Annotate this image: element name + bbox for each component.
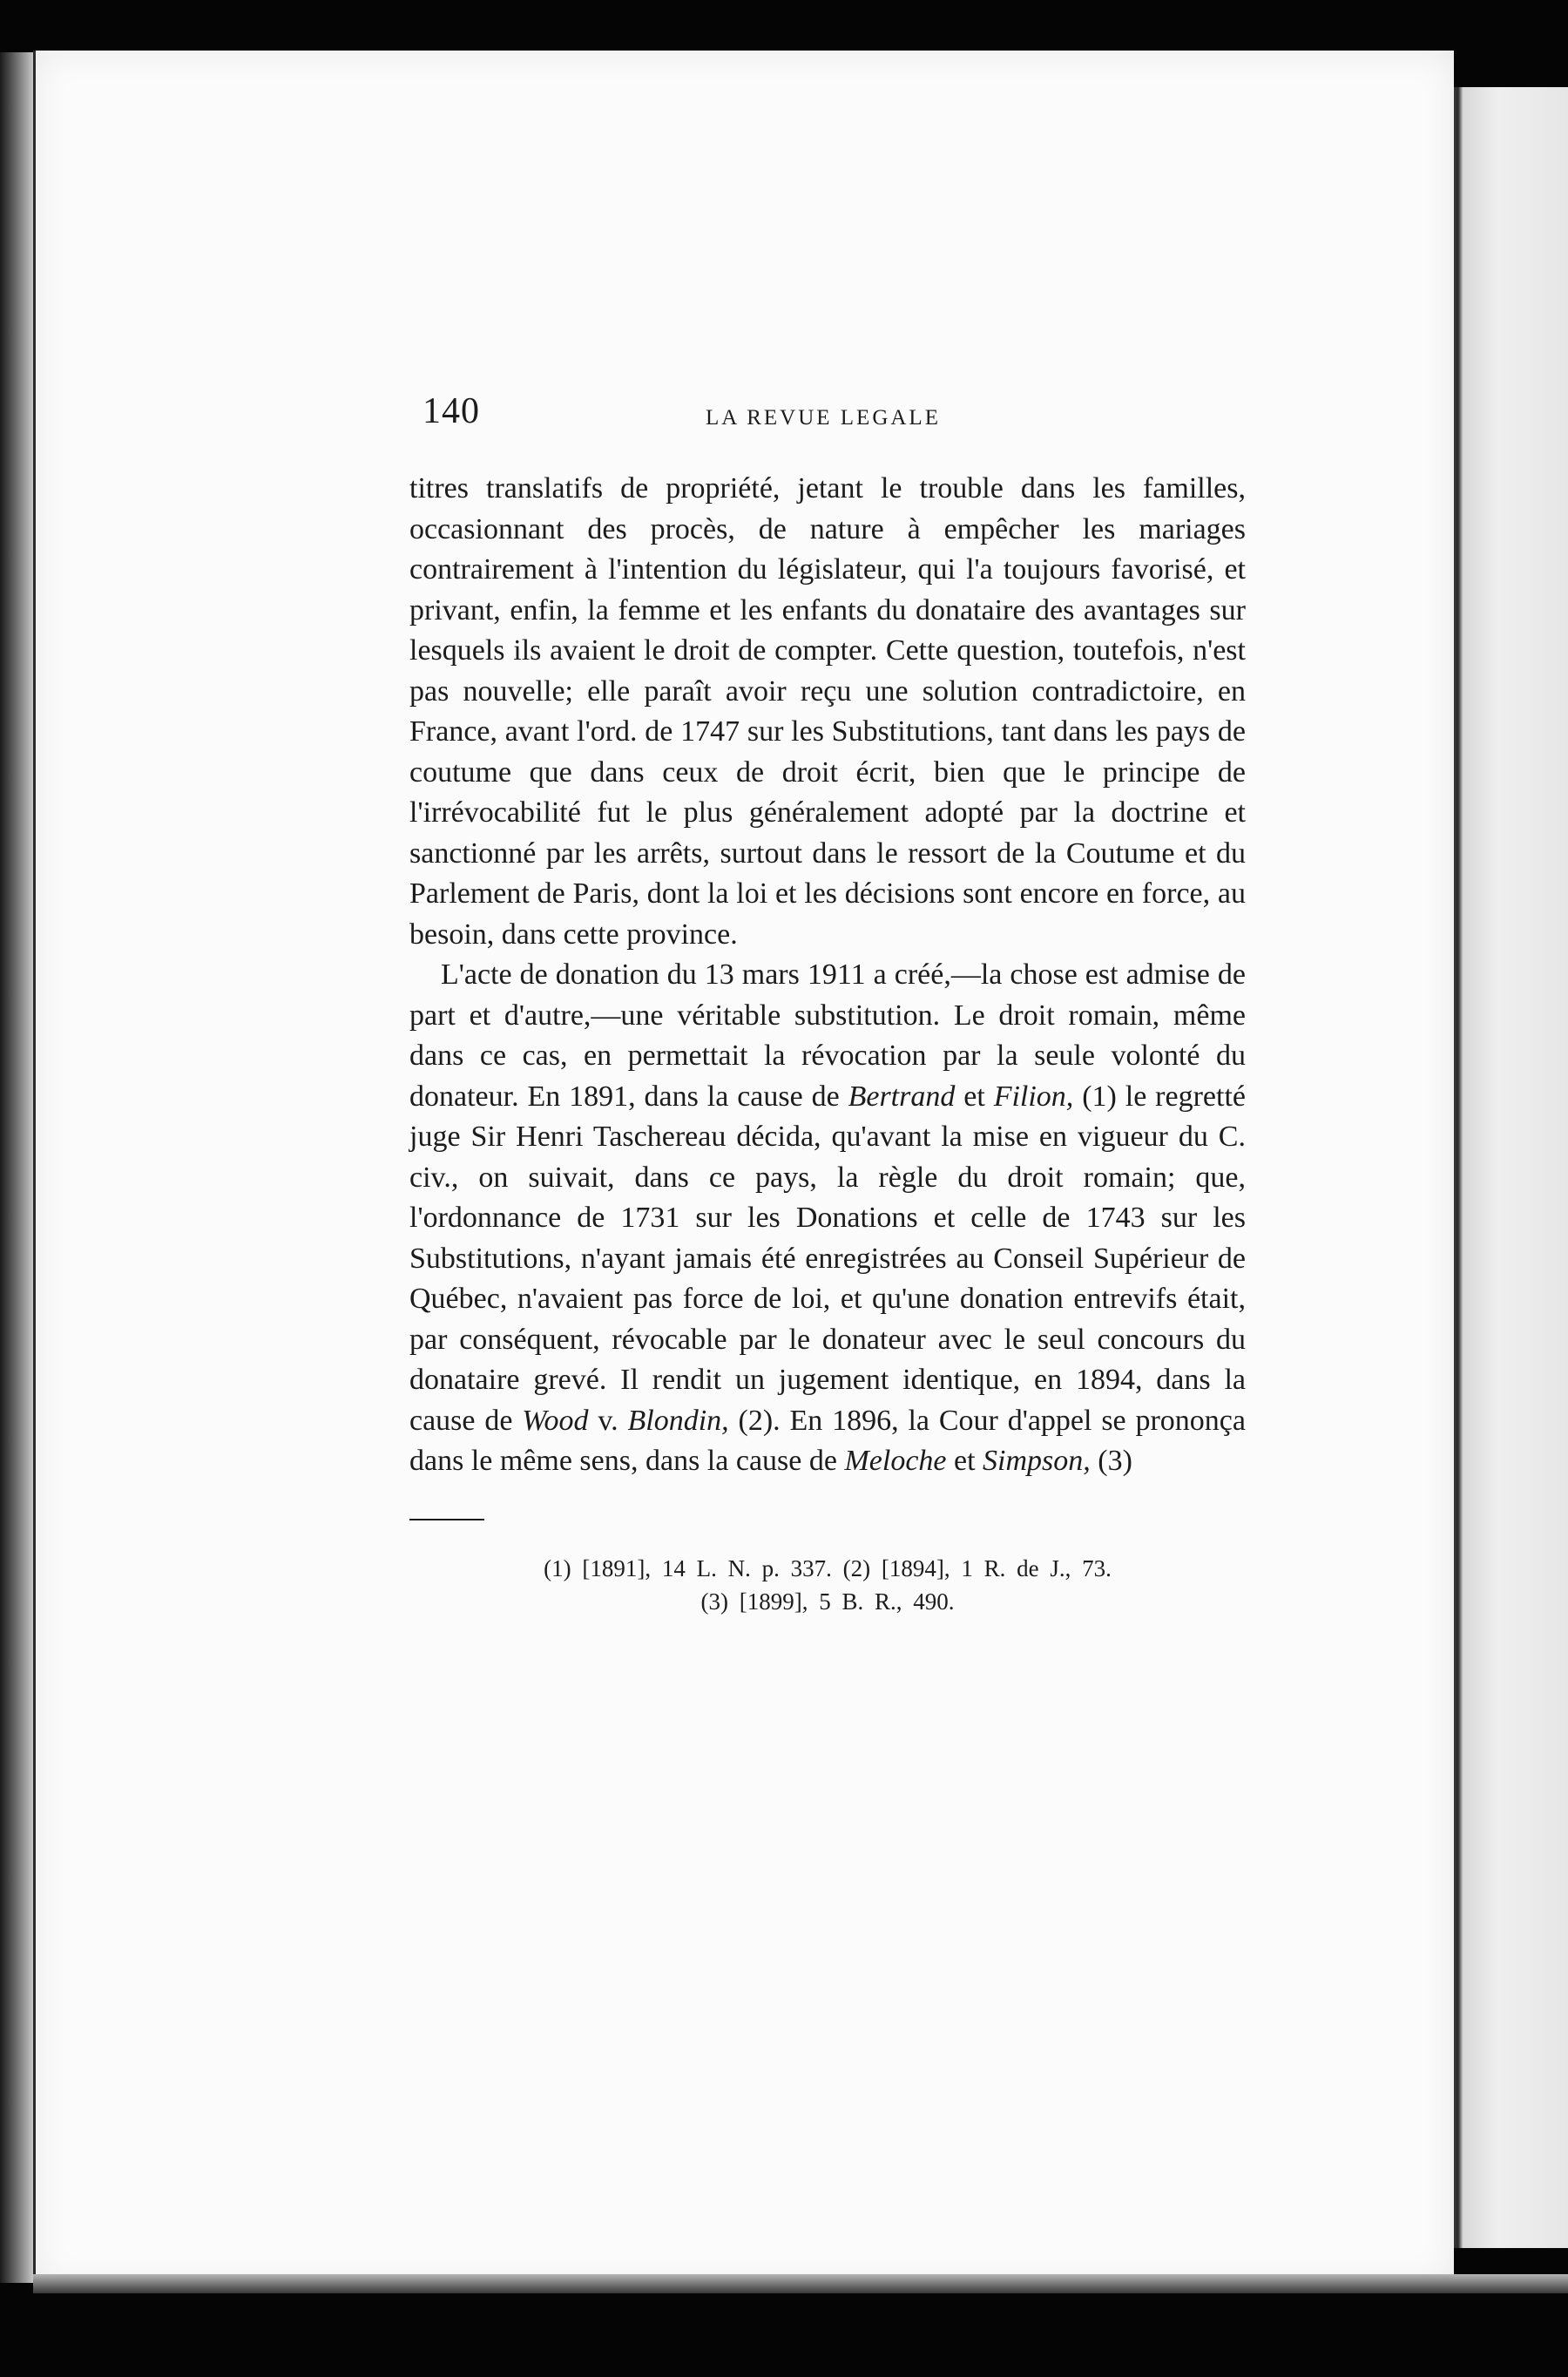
paragraph-2-text: (3) <box>1090 1445 1132 1477</box>
case-name: Meloche <box>844 1445 947 1477</box>
paragraph-2-text: v. <box>588 1404 628 1437</box>
case-name: Simpson, <box>983 1445 1091 1477</box>
running-head <box>409 383 1246 444</box>
footnote-separator <box>409 1519 484 1520</box>
paragraph-2-text: L'acte de donation du 13 mars 1911 a créé,—la chose est admise de part et d'autre,—une véritable substitution. Le droit romain, même dans ce cas, en permettait la révocation par la seule volonté du donateur. En 1891, dans la cause de <box>409 958 1246 1113</box>
page-number: 140 <box>422 391 480 431</box>
paragraph-1: titres translatifs de propriété, jetant le trouble dans les familles, occasionnant des procès, de nature à empêcher les mariages contrairement à l'intention du législateur, qui l'a toujours favorisé, et privant, enfin, la femme et les enfants du donataire des avantages sur lesquels ils avaient le droit de compter. Cette question, toutefois, n'est pas nouvelle; elle paraît avoir reçu une solution contradictoire, en France, avant l'ord. de 1747 sur les Substitutions, tant dans les pays de coutume que dans ceux de droit écrit, bien que le principe de l'irrévocabilité fut le plus généralement adopté par la doctrine et sanctionné par les arrêts, surtout dans le ressort de la Coutume et du Parlement de Paris, dont la loi et les décisions sont encore en force, au besoin, dans cette province. <box>409 472 1246 951</box>
case-name: Bertrand <box>848 1080 956 1113</box>
book-binding-edge <box>0 52 35 2283</box>
paragraph-2 <box>409 955 1246 1482</box>
footnote-line-1: (1) [1891], 14 L. N. p. 337. (2) [1894], 1 R. de J., 73. <box>544 1554 1112 1581</box>
paragraph-2-text: et <box>946 1445 983 1477</box>
paragraph-2-text: et <box>955 1080 994 1113</box>
page-content <box>409 383 1246 1618</box>
footnotes <box>409 1552 1246 1618</box>
case-name: Wood <box>522 1404 589 1437</box>
running-title: LA REVUE LEGALE <box>706 406 941 430</box>
footnote-line-2: (3) [1899], 5 B. R., 490. <box>700 1588 955 1615</box>
paragraph-2-text: (1) le regretté juge Sir Henri Taschereau décida, qu'avant la mise en vigueur du C. civ., on suivait, dans ce pays, la règle du droit romain; que, l'ordonnance de 1731 sur les Donations et celle de 1743 sur les Substitutions, n'ayant jamais été enregistrées au Conseil Supérieur de Québec, n'avaient pas force de loi, et qu'une donation entrevifs était, par conséquent, révocable par le donateur avec le seul concours du donataire grevé. Il rendit un jugement identique, en 1894, dans la cause de <box>409 1080 1246 1437</box>
next-page-edge <box>1451 87 1568 2248</box>
case-name: Filion, <box>993 1080 1074 1113</box>
page-bottom-edge <box>33 2274 1568 2293</box>
case-name: Blondin, <box>627 1404 729 1437</box>
paragraph-2-text: (2). En 1896, la Cour d'appel se prononça dans le même sens, dans la cause de <box>409 1404 1246 1477</box>
